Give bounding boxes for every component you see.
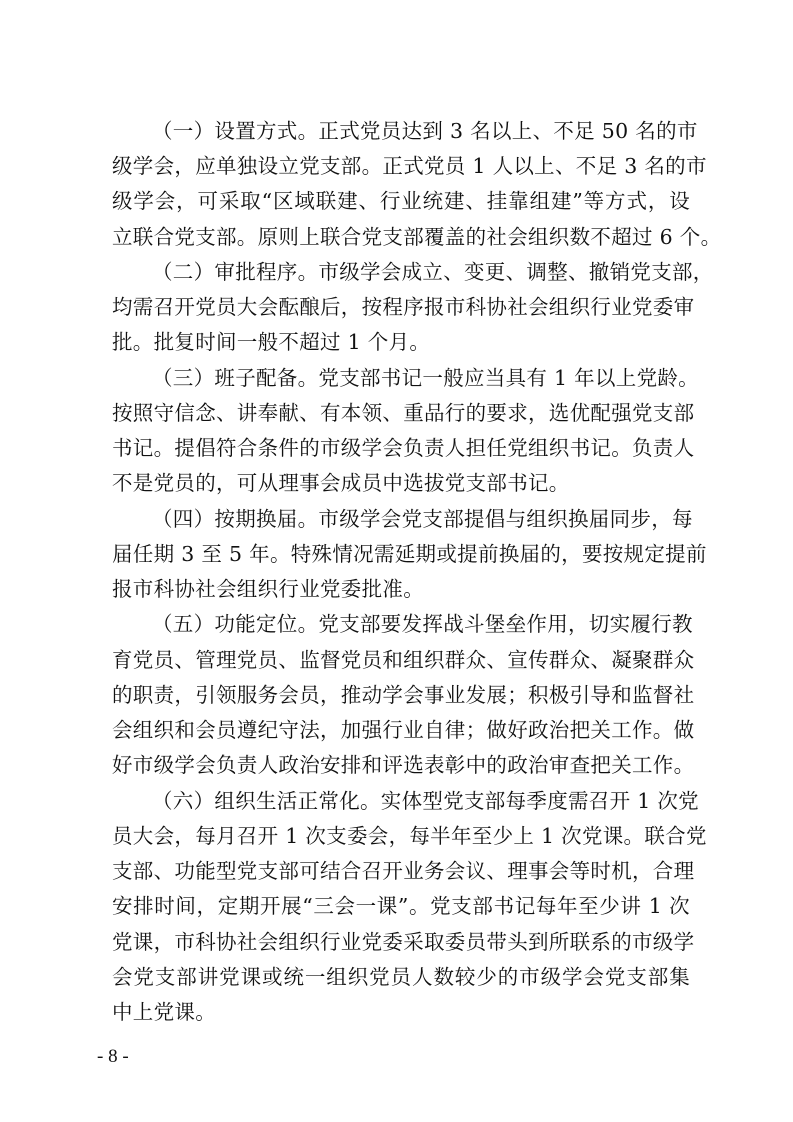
paragraph-4-line-2: 届任期 3 至 5 年。特殊情况需延期或提前换届的，要按规定提前 <box>112 542 707 566</box>
paragraph-3-line-1: （三）班子配备。党支部书记一般应当具有 1 年以上党龄。 <box>152 366 699 390</box>
paragraph-4-line-1: （四）按期换届。市级学会党支部提倡与组织换届同步，每 <box>152 507 693 531</box>
paragraph-6-line-1: （六）组织生活正常化。实体型党支部每季度需召开 1 次党 <box>152 789 699 813</box>
paragraph-6-line-2: 员大会，每月召开 1 次支委会，每半年至少上 1 次党课。联合党 <box>112 824 707 848</box>
paragraph-5-line-4: 会组织和会员遵纪守法，加强行业自律；做好政治把关工作。做 <box>112 718 695 742</box>
paragraph-1-line-2: 级学会，应单独设立党支部。正式党员 1 人以上、不足 3 名的市 <box>112 154 707 178</box>
paragraph-5-line-1: （五）功能定位。党支部要发挥战斗堡垒作用，切实履行教 <box>152 612 693 636</box>
paragraph-1-line-1: （一）设置方式。正式党员达到 3 名以上、不足 50 名的市 <box>152 119 698 143</box>
paragraph-6-line-7: 中上党课。 <box>112 1000 216 1024</box>
paragraph-6-line-5: 党课，市科协社会组织行业党委采取委员带头到所联系的市级学 <box>112 930 695 954</box>
paragraph-1-line-3: 级学会，可采取“区域联建、行业统建、挂靠组建”等方式，设 <box>112 189 690 213</box>
page-number: - 8 - <box>97 1046 129 1067</box>
paragraph-5-line-2: 育党员、管理党员、监督党员和组织群众、宣传群众、凝聚群众 <box>112 648 695 672</box>
paragraph-2-line-2: 均需召开党员大会酝酿后，按程序报市科协社会组织行业党委审 <box>112 295 695 319</box>
paragraph-6-line-3: 支部、功能型党支部可结合召开业务会议、理事会等时机，合理 <box>112 859 695 883</box>
paragraph-2-line-3: 批。批复时间一般不超过 1 个月。 <box>112 330 431 354</box>
paragraph-4-line-3: 报市科协社会组织行业党委批准。 <box>112 577 424 601</box>
paragraph-5-line-3: 的职责，引领服务会员，推动学会事业发展；积极引导和监督社 <box>112 683 695 707</box>
paragraph-5-line-5: 好市级学会负责人政治安排和评选表彰中的政治审查把关工作。 <box>112 753 695 777</box>
paragraph-2-line-1: （二）审批程序。市级学会成立、变更、调整、撤销党支部， <box>152 260 714 284</box>
paragraph-1-line-4: 立联合党支部。原则上联合党支部覆盖的社会组织数不超过 6 个。 <box>112 225 722 249</box>
paragraph-6-line-6: 会党支部讲党课或统一组织党员人数较少的市级学会党支部集 <box>112 965 690 989</box>
paragraph-3-line-3: 书记。提倡符合条件的市级学会负责人担任党组织书记。负责人 <box>112 436 695 460</box>
paragraph-6-line-4: 安排时间，定期开展“三会一课”。党支部书记每年至少讲 1 次 <box>112 894 690 918</box>
paragraph-3-line-4: 不是党员的，可从理事会成员中选拔党支部书记。 <box>112 471 570 495</box>
paragraph-3-line-2: 按照守信念、讲奉献、有本领、重品行的要求，选优配强党支部 <box>112 401 695 425</box>
